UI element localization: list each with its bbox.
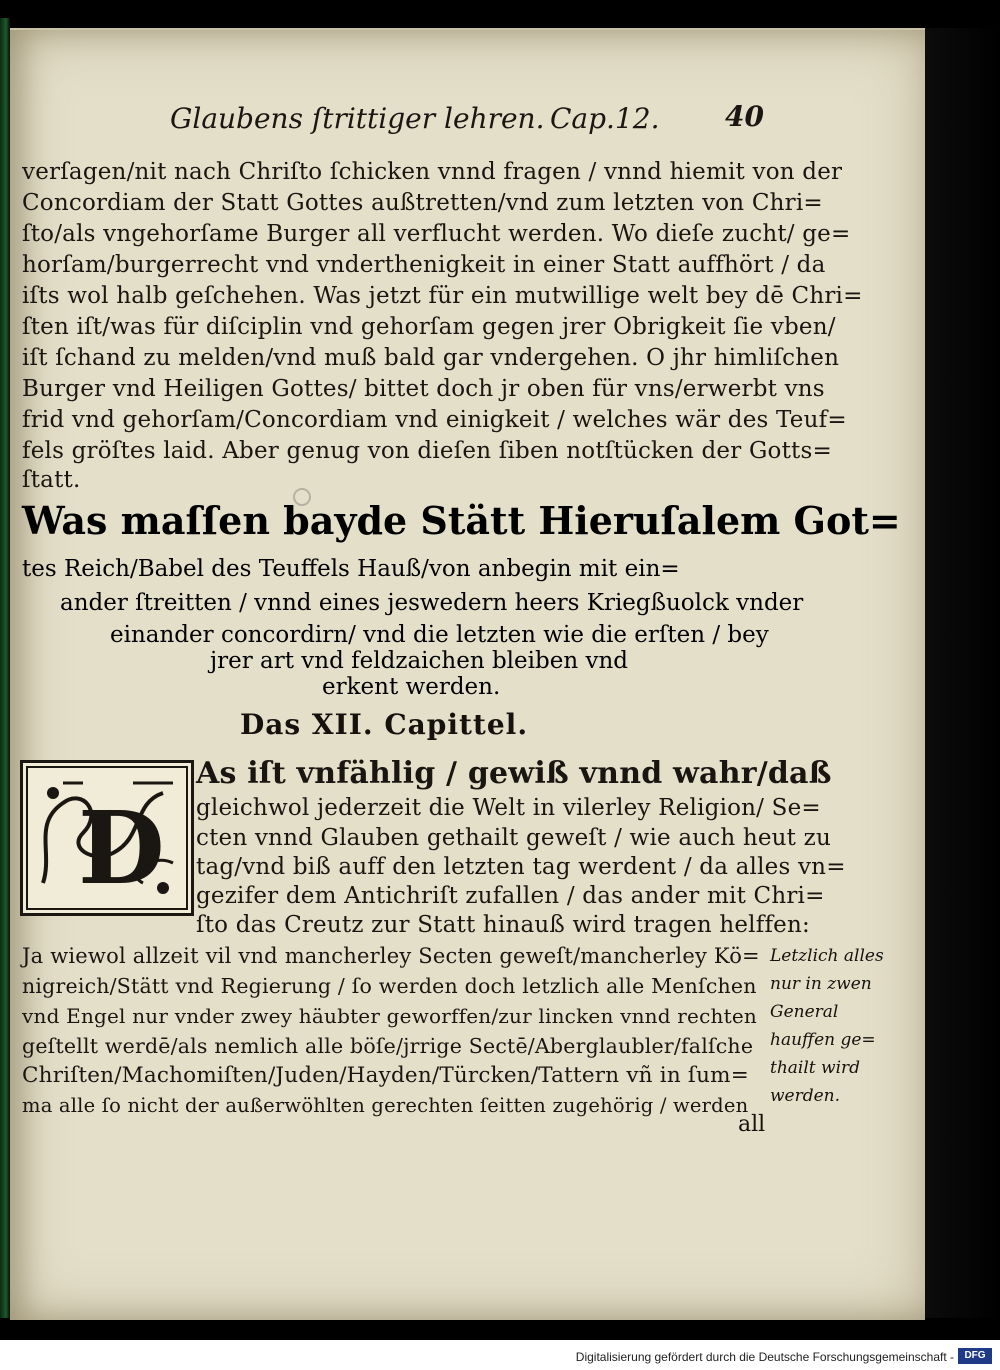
section-heading-line: jrer art vnd feldzaichen bleiben vnd — [210, 648, 628, 674]
margin-note: thailt wird — [770, 1058, 861, 1078]
text-line: ma alle ſo nicht der außerwöhlten gerechten ſeitten zugehörig / werden — [22, 1094, 749, 1117]
text-line: horſam/burgerrecht vnd vnderthenigkeit in einer Statt auffhört / da — [22, 252, 826, 278]
text-line: ſto/als vngehorſame Burger all verflucht werden. Wo dieſe zucht/ ge= — [22, 221, 851, 247]
text-line: Burger vnd Heiligen Gottes/ bittet doch jr oben für vns/erwerbt vns — [22, 376, 825, 402]
ornament-icon — [23, 763, 191, 913]
text-line: Chriſten/Machomiſten/Juden/Hayden/Türcken/Tattern vñ in ſum= — [22, 1063, 749, 1088]
footer-bar — [0, 1340, 1000, 1370]
text-line: Concordiam der Statt Gottes außtretten/vnd zum letzten von Chri= — [22, 190, 823, 216]
margin-note: General — [770, 1002, 839, 1022]
page-shadow — [925, 28, 1000, 1318]
section-heading-line: Was maſſen bayde Stätt Hieruſalem Got= — [22, 498, 901, 543]
dfg-logo: DFG — [958, 1348, 992, 1364]
page-number: 40 — [725, 100, 764, 133]
chapter-reference: Cap.12. — [550, 102, 660, 135]
text-line: As iſt vnfählig / gewiß vnnd wahr/daß — [196, 756, 832, 791]
text-line: ſtatt. — [22, 467, 81, 493]
decorated-initial — [20, 760, 194, 916]
text-line: iſt ſchand zu melden/vnd muß bald gar vndergehen. O jhr himliſchen — [22, 345, 840, 371]
initial-letter: D — [78, 789, 165, 907]
text-line: gleichwol jederzeit die Welt in vilerley Religion/ Se= — [196, 795, 821, 821]
text-line: verſagen/nit nach Chriſto ſchicken vnnd fragen / vnnd hiemit von der — [22, 159, 843, 185]
text-line: nigreich/Stätt vnd Regierung / ſo werden doch letzlich alle Menſchen — [22, 974, 757, 998]
running-title: Glaubens ſtrittiger lehren. — [170, 102, 545, 135]
margin-note: werden. — [770, 1086, 841, 1106]
text-line: vnd Engel nur vnder zwey häubter geworffen/zur lincken vnnd rechten — [22, 1004, 757, 1028]
running-header — [170, 92, 770, 140]
text-line: Ja wiewol allzeit vil vnd mancherley Secten geweſt/mancherley Kö= — [22, 944, 760, 968]
text-line: gezifer dem Antichriſt zufallen / das ander mit Chri= — [196, 883, 825, 909]
text-line: iſts wol halb geſchehen. Was jetzt für ein mutwillige welt bey dē Chri= — [22, 283, 863, 309]
book-edge — [0, 18, 10, 1318]
catchword: all — [738, 1112, 766, 1137]
section-heading-line: ander ſtreitten / vnnd eines jeswedern heers Kriegßuolck vnder — [60, 590, 804, 616]
section-heading-line: einander concordirn/ vnd die letzten wie die erſten / bey — [110, 622, 769, 648]
section-heading-line: tes Reich/Babel des Teuffels Hauß/von anbegin mit ein= — [22, 556, 680, 582]
text-line: ſto das Creutz zur Statt hinauß wird tragen helffen: — [196, 912, 810, 938]
text-line: ſten iſt/was für diſciplin vnd gehorſam gegen jrer Obrigkeit ſie vben/ — [22, 314, 836, 340]
funding-credit: Digitalisierung gefördert durch die Deutsche Forschungsgemeinschaft - — [575, 1350, 954, 1364]
chapter-title: Das XII. Capittel. — [240, 708, 529, 741]
text-line: fels gröſtes laid. Aber genug von dieſen ſiben notſtücken der Gotts= — [22, 438, 832, 464]
margin-note: Letzlich alles — [770, 946, 884, 966]
text-line: frid vnd gehorſam/Concordiam vnd einigkeit / welches wär des Teuf= — [22, 407, 847, 433]
margin-note: hauffen ge= — [770, 1030, 876, 1050]
text-line: tag/vnd biß auff den letzten tag werdent / da alles vn= — [196, 854, 846, 880]
text-line: geſtellt werdē/als nemlich alle böſe/jrrige Sectē/Aberglaubler/falſche — [22, 1034, 754, 1058]
margin-note: nur in zwen — [770, 974, 872, 994]
section-heading-line: erkent werden. — [322, 674, 501, 700]
text-line: cten vnnd Glauben gethailt geweſt / wie auch heut zu — [196, 825, 831, 851]
